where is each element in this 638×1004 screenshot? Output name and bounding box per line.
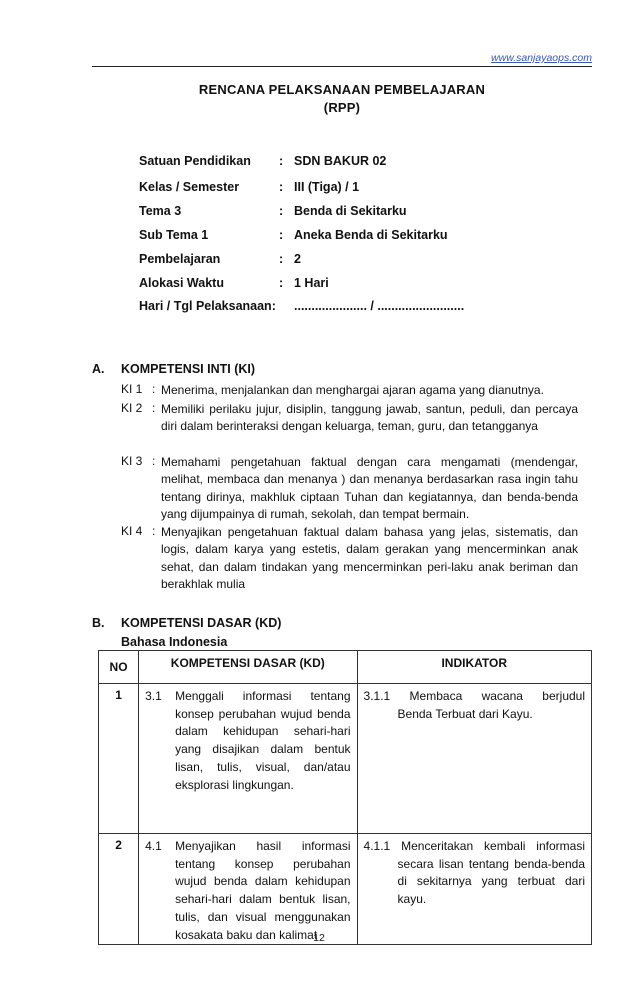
ki-text: Menyajikan pengetahuan faktual dalam bahasa yang jelas, sistematis, dan logis, dalam karya yang estetis, dalam gerakan yang mencerminkan anak sehat, dan dalam tindakan yang mencerminkan peri-laku anak beriman dan berakhlak mulia xyxy=(161,525,578,591)
ki-colon: : xyxy=(152,382,156,396)
document-title: RENCANA PELAKSANAAN PEMBELAJARAN xyxy=(198,82,486,97)
identity-colon: : xyxy=(279,180,284,194)
section-b-title: KOMPETENSI DASAR (KD) xyxy=(121,616,282,630)
row-number: 1 xyxy=(99,684,139,834)
ki-code: KI 4 xyxy=(121,524,143,538)
identity-label: Pembelajaran xyxy=(139,252,221,266)
ki-code: KI 2 xyxy=(121,401,143,415)
identity-value: 2 xyxy=(294,252,301,266)
indikator-cell xyxy=(357,834,591,945)
identity-value: 1 Hari xyxy=(294,276,329,290)
indikator-first-line: 3.1.1 Membaca wacana berjudul xyxy=(363,689,585,703)
identity-colon: : xyxy=(279,204,284,218)
identity-label: Hari / Tgl Pelaksanaan: xyxy=(139,299,276,313)
kd-cell xyxy=(139,684,357,834)
header-no: NO xyxy=(99,651,139,684)
table-header-row xyxy=(99,651,592,684)
ki-colon: : xyxy=(152,454,156,468)
identity-value: Benda di Sekitarku xyxy=(294,204,407,218)
table-row xyxy=(99,684,592,834)
identity-colon: : xyxy=(279,252,284,266)
row-number: 2 xyxy=(99,834,139,945)
header-rule xyxy=(92,66,592,67)
ki-colon: : xyxy=(152,524,156,538)
website-url[interactable]: www.sanjayaops.com xyxy=(491,52,592,64)
identity-label: Kelas / Semester xyxy=(139,180,240,194)
subject-label: Bahasa Indonesia xyxy=(121,635,228,649)
section-a-title: KOMPETENSI INTI (KI) xyxy=(121,362,256,376)
ki-colon: : xyxy=(152,401,156,415)
identity-label: Satuan Pendidikan xyxy=(139,154,251,168)
ki-code: KI 1 xyxy=(121,382,143,396)
kd-number: 4.1 xyxy=(145,839,162,853)
identity-colon: : xyxy=(279,154,284,168)
identity-colon: : xyxy=(279,276,284,290)
indikator-cell xyxy=(357,684,591,834)
ki-code: KI 3 xyxy=(121,454,143,468)
identity-label: Sub Tema 1 xyxy=(139,228,209,242)
ki-text: Menerima, menjalankan dan menghargai ajaran agama yang dianutnya. xyxy=(161,383,544,397)
header-kd: KOMPETENSI DASAR (KD) xyxy=(139,651,357,684)
document-subtitle: (RPP) xyxy=(323,100,361,115)
section-a-letter: A. xyxy=(92,362,105,376)
kd-text: Menyajikan hasil informasi tentang konsep perubahan wujud benda dalam kehidupan sehari-hari dalam bentuk lisan, tulis, dan visual menggunakan kosakata baku dan kalimat xyxy=(175,839,351,942)
identity-colon: : xyxy=(279,228,284,242)
page-number: 12 xyxy=(313,932,325,944)
kd-cell xyxy=(139,834,357,945)
identity-label: Tema 3 xyxy=(139,204,182,218)
section-b-letter: B. xyxy=(92,616,105,630)
identity-value: III (Tiga) / 1 xyxy=(294,180,360,194)
identity-label: Alokasi Waktu xyxy=(139,276,224,290)
header-indikator: INDIKATOR xyxy=(357,651,591,684)
indikator-first-line: 4.1.1 Menceritakan kembali informasi xyxy=(363,839,585,853)
identity-value: Aneka Benda di Sekitarku xyxy=(294,228,448,242)
ki-text: Memiliki perilaku jujur, disiplin, tanggung jawab, santun, peduli, dan percaya diri dalam berinteraksi dengan keluarga, teman, guru, dan tetangganya xyxy=(161,402,578,434)
ki-text: Memahami pengetahuan faktual dengan cara mengamati (mendengar, melihat, membaca dan menanya ) dan menanya berdasarkan rasa ingin tahu tentang dirinya, makhluk ciptaan Tuhan dan kegiatannya, dan benda-benda yang dijumpainya di rumah, sekolah, dan tempat bermain. xyxy=(161,455,578,521)
indikator-text: secara lisan tentang benda-benda di sekitarnya yang terbuat dari kayu. xyxy=(397,856,585,907)
kd-text: Menggali informasi tentang konsep perubahan wujud benda dalam kehidupan sehari-hari yang disajikan dalam bentuk lisan, tulis, visual, dan/atau eksplorasi lingkungan. xyxy=(175,689,351,792)
identity-value: SDN BAKUR 02 xyxy=(294,154,387,168)
indikator-text: Benda Terbuat dari Kayu. xyxy=(397,706,533,721)
identity-value: ..................... / ......................... xyxy=(294,299,465,313)
kd-table xyxy=(98,650,592,945)
table-row xyxy=(99,834,592,945)
kd-number: 3.1 xyxy=(145,689,162,703)
